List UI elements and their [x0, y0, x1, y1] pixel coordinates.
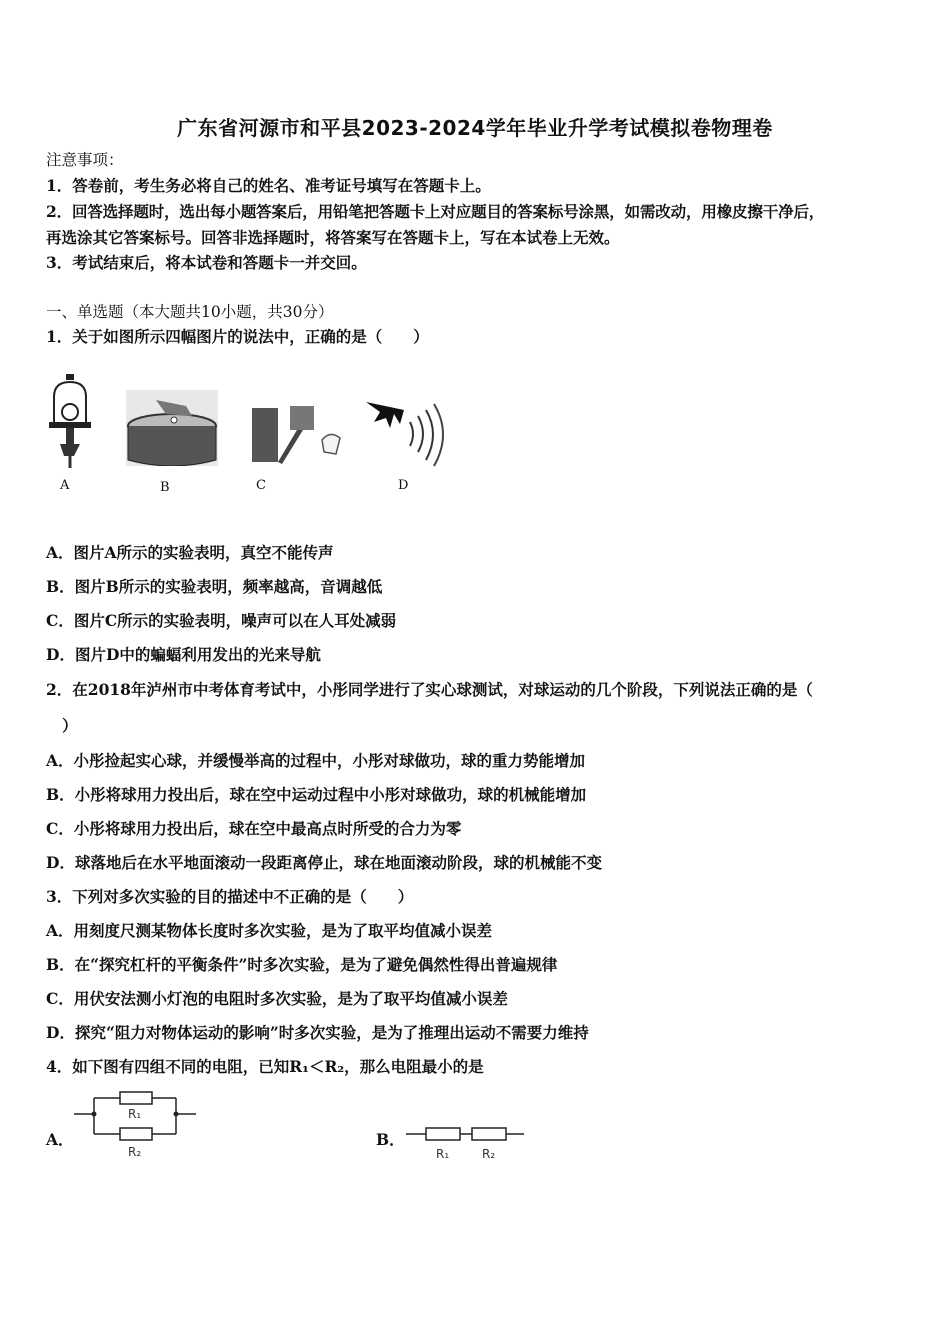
- page-title: 广东省河源市和平县2023-2024学年毕业升学考试模拟卷物理卷: [177, 116, 773, 140]
- notice-heading: 注意事项：: [46, 151, 124, 169]
- option: D．探究“阻力对物体运动的影响”时多次实验，是为了推理出运动不需要力维持: [46, 1023, 589, 1042]
- option: C．用伏安法测小灯泡的电阻时多次实验，是为了取平均值减小误差: [46, 989, 508, 1008]
- circuit-option-label: A．: [46, 1130, 74, 1149]
- drum-image: [126, 390, 218, 466]
- notice-item: 1．答卷前，考生务必将自己的姓名、准考证号填写在答题卡上。: [46, 176, 491, 195]
- option: D．球落地后在水平地面滚动一段距离停止，球在地面滚动阶段，球的机械能不变: [46, 853, 602, 872]
- figure-label: C: [256, 478, 266, 493]
- option: A．小彤捡起实心球，并缓慢举高的过程中，小彤对球做功，球的重力势能增加: [46, 751, 586, 770]
- question-stem-cont: ）: [62, 716, 78, 735]
- question-1-figures: [46, 372, 466, 497]
- question-stem: 4．如下图有四组不同的电阻，已知R₁＜R₂，那么电阻最小的是: [46, 1057, 484, 1076]
- resistor-label-r1: R₁: [436, 1147, 450, 1161]
- question-stem: 2．在2018年泸州市中考体育考试中，小彤同学进行了实心球测试，对球运动的几个阶段，下列说法正确的是（: [46, 680, 813, 699]
- circuit-option-label: B．: [376, 1130, 405, 1149]
- option: A．图片A所示的实验表明，真空不能传声: [46, 543, 334, 562]
- resistor-label-r2: R₂: [482, 1147, 496, 1161]
- parallel-circuit-diagram: [72, 1088, 198, 1162]
- question-stem: 1．关于如图所示四幅图片的说法中，正确的是（ ）: [46, 327, 429, 346]
- bell-jar-image: [46, 372, 96, 472]
- notice-item: 3．考试结束后，将本试卷和答题卡一并交回。: [46, 253, 367, 272]
- figure-label: B: [160, 480, 170, 495]
- option: C．小彤将球用力投出后，球在空中最高点时所受的合力为零: [46, 819, 462, 838]
- noise-image: [250, 402, 346, 466]
- series-circuit-diagram: [404, 1118, 526, 1164]
- resistor-label-r2: R₂: [128, 1145, 142, 1159]
- question-stem: 3．下列对多次实验的目的描述中不正确的是（ ）: [46, 887, 414, 906]
- option: C．图片C所示的实验表明，噪声可以在人耳处减弱: [46, 611, 397, 630]
- option: A．用刻度尺测某物体长度时多次实验，是为了取平均值减小误差: [46, 921, 493, 940]
- option: B．小彤将球用力投出后，球在空中运动过程中小彤对球做功，球的机械能增加: [46, 785, 587, 804]
- notice-item: 再选涂其它答案标号。回答非选择题时，将答案写在答题卡上，写在本试卷上无效。: [46, 228, 620, 247]
- notice-item: 2．回答选择题时，选出每小题答案后，用铅笔把答题卡上对应题目的答案标号涂黑，如需改动，用橡皮擦干净后，: [46, 202, 825, 221]
- figure-label: A: [60, 478, 70, 493]
- bat-image: [360, 394, 450, 472]
- section-heading: 一、单选题（本大题共10小题，共30分）: [46, 303, 334, 321]
- figure-label: D: [398, 478, 409, 493]
- option: B．在“探究杠杆的平衡条件”时多次实验，是为了避免偶然性得出普遍规律: [46, 955, 558, 974]
- option: B．图片B所示的实验表明，频率越高，音调越低: [46, 577, 383, 596]
- option: D．图片D中的蝙蝠利用发出的光来导航: [46, 645, 321, 664]
- resistor-label-r1: R₁: [128, 1107, 142, 1121]
